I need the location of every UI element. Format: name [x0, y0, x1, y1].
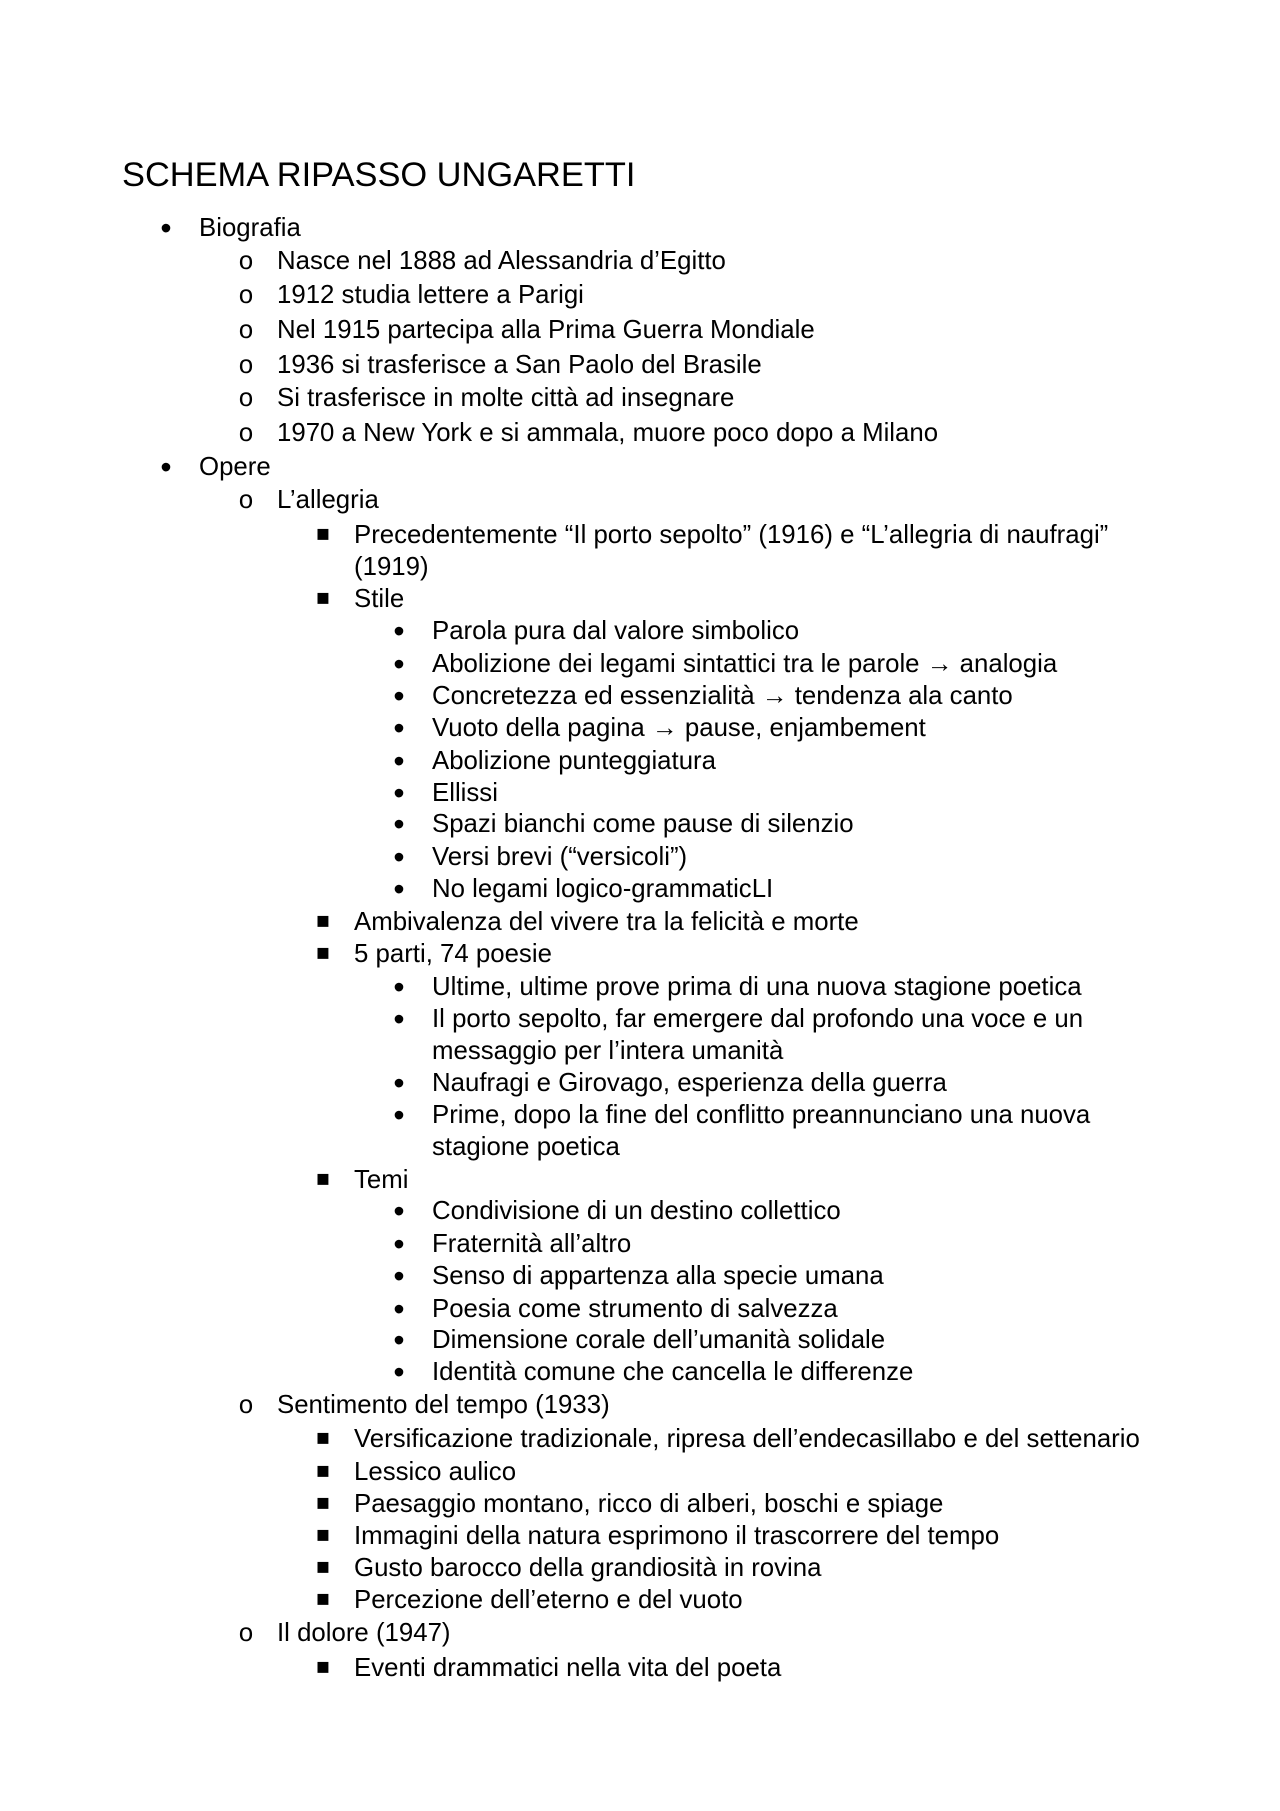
sentimento-item: [315, 1456, 1158, 1488]
sentimento-item-text: Gusto barocco della grandiosità in rovina: [354, 1554, 822, 1582]
bullet-disc: •: [393, 1322, 405, 1358]
biografia-item: [238, 382, 1158, 414]
allegria-heading: [238, 484, 1158, 516]
bullet-square: ▪: [315, 1425, 331, 1450]
biografia-item: [238, 314, 1158, 346]
stile-item-text: Ellissi: [432, 779, 498, 807]
biografia-item: [238, 417, 1158, 449]
bullet-disc: •: [393, 806, 405, 842]
stile-item: [393, 710, 1158, 746]
stile-item-text: No legami logico-grammaticLI: [432, 875, 774, 903]
temi-item-text: Condivisione di un destino collettico: [432, 1197, 841, 1225]
stile-item-text: Abolizione punteggiatura: [432, 747, 716, 775]
biografia-item-text: 1912 studia lettere a Parigi: [277, 281, 584, 309]
temi-item: [393, 1193, 1158, 1229]
temi-item-text: Dimensione corale dell’umanità solidale: [432, 1326, 886, 1354]
sentimento-item: [315, 1423, 1158, 1455]
biografia-item: [238, 349, 1158, 381]
parti-item: [393, 1065, 1158, 1101]
bullet-square: ▪: [315, 521, 331, 546]
bullet-circle: o: [238, 248, 254, 277]
bullet-circle: o: [238, 352, 254, 381]
biografia-item-text: Si trasferisce in molte città ad insegnare: [277, 384, 735, 412]
temi-item: [393, 1291, 1158, 1327]
bullet-square: ▪: [315, 1166, 331, 1191]
temi-label: Temi: [354, 1166, 409, 1194]
biografia-item: [238, 245, 1158, 277]
sentimento-label: Sentimento del tempo (1933): [277, 1391, 610, 1419]
bullet-disc: •: [393, 1354, 405, 1390]
bullet-disc: •: [393, 1001, 405, 1037]
bullet-disc: •: [393, 969, 405, 1005]
temi-item: [393, 1354, 1158, 1390]
bullet-disc: •: [393, 871, 405, 907]
bullet-disc: •: [160, 210, 172, 246]
bullet-circle: o: [238, 1620, 254, 1649]
temi-item-text: Identità comune che cancella le differenze: [432, 1358, 914, 1386]
temi-item-text: Poesia come strumento di salvezza: [432, 1295, 838, 1323]
biografia-item-text: 1970 a New York e si ammala, muore poco dopo a Milano: [277, 419, 939, 447]
bullet-disc: •: [393, 1065, 405, 1101]
temi-item: [393, 1226, 1158, 1262]
temi-item-text: Fraternità all’altro: [432, 1230, 632, 1258]
sentimento-item-text: Paesaggio montano, ricco di alberi, boschi e spiage: [354, 1490, 944, 1518]
document-title: SCHEMA RIPASSO UNGARETTI: [122, 156, 636, 194]
bullet-circle: o: [238, 1392, 254, 1421]
dolore-item-text: Eventi drammatici nella vita del poeta: [354, 1654, 782, 1682]
bullet-disc: •: [393, 1193, 405, 1229]
bullet-square: ▪: [315, 908, 331, 933]
opere-heading: [160, 449, 1158, 485]
biografia-item-text: 1936 si trasferisce a San Paolo del Brasile: [277, 351, 762, 379]
parti-heading: [315, 938, 1158, 970]
temi-item-text: Senso di appartenza alla specie umana: [432, 1262, 884, 1290]
stile-item-text: Concretezza ed essenzialità → tendenza ala canto: [432, 682, 1013, 710]
stile-item: [393, 646, 1158, 682]
stile-heading: [315, 583, 1158, 615]
stile-item-text: Spazi bianchi come pause di silenzio: [432, 810, 854, 838]
stile-item: [393, 743, 1158, 779]
sentimento-heading: [238, 1389, 1158, 1421]
bullet-square: ▪: [315, 940, 331, 965]
bullet-square: ▪: [315, 1586, 331, 1611]
stile-item-text: Parola pura dal valore simbolico: [432, 617, 800, 645]
stile-item-text: Vuoto della pagina → pause, enjambement: [432, 714, 926, 742]
allegria-ambivalenza-text: Ambivalenza del vivere tra la felicità e morte: [354, 908, 859, 936]
stile-item-text: Abolizione dei legami sintattici tra le parole → analogia: [432, 650, 1058, 678]
bullet-disc: •: [393, 613, 405, 649]
bullet-disc: •: [393, 743, 405, 779]
parti-item: [393, 1097, 1158, 1163]
sentimento-item: [315, 1552, 1158, 1584]
parti-item-text: Prime, dopo la fine del conflitto preannunciano una nuova stagione poetica: [432, 1101, 1091, 1161]
bullet-circle: o: [238, 282, 254, 311]
bullet-square: ▪: [315, 1458, 331, 1483]
bullet-disc: •: [393, 1226, 405, 1262]
stile-item: [393, 678, 1158, 714]
sentimento-item-text: Lessico aulico: [354, 1458, 517, 1486]
allegria-precedenti-text: Precedentemente “Il porto sepolto” (1916) e “L’allegria di naufragi” (1919): [354, 521, 1109, 581]
bullet-circle: o: [238, 487, 254, 516]
sentimento-item: [315, 1584, 1158, 1616]
parti-item: [393, 1001, 1158, 1067]
bullet-disc: •: [393, 678, 405, 714]
parti-item-text: Naufragi e Girovago, esperienza della guerra: [432, 1069, 947, 1097]
opere-label: Opere: [199, 453, 271, 481]
temi-item: [393, 1322, 1158, 1358]
stile-item: [393, 871, 1158, 907]
bullet-circle: o: [238, 317, 254, 346]
bullet-disc: •: [393, 1097, 405, 1133]
bullet-disc: •: [393, 1291, 405, 1327]
dolore-label: Il dolore (1947): [277, 1619, 451, 1647]
bullet-disc: •: [393, 839, 405, 875]
biografia-heading: [160, 210, 1158, 246]
bullet-disc: •: [393, 646, 405, 682]
sentimento-item-text: Immagini della natura esprimono il trascorrere del tempo: [354, 1522, 1000, 1550]
sentimento-item-text: Versificazione tradizionale, ripresa dell’endecasillabo e del settenario: [354, 1425, 1140, 1453]
dolore-item: [315, 1652, 1158, 1684]
bullet-square: ▪: [315, 1522, 331, 1547]
allegria-item: [315, 519, 1158, 583]
biografia-item: [238, 279, 1158, 311]
sentimento-item: [315, 1520, 1158, 1552]
biografia-label: Biografia: [199, 214, 301, 242]
parti-item-text: Ultime, ultime prove prima di una nuova stagione poetica: [432, 973, 1082, 1001]
dolore-heading: [238, 1617, 1158, 1649]
temi-heading: [315, 1164, 1158, 1196]
stile-item: [393, 839, 1158, 875]
stile-item: [393, 775, 1158, 811]
bullet-disc: •: [160, 449, 172, 485]
stile-item: [393, 806, 1158, 842]
bullet-disc: •: [393, 710, 405, 746]
bullet-disc: •: [393, 775, 405, 811]
parti-item: [393, 969, 1158, 1005]
biografia-item-text: Nasce nel 1888 ad Alessandria d’Egitto: [277, 247, 726, 275]
bullet-square: ▪: [315, 1490, 331, 1515]
parti-item-text: Il porto sepolto, far emergere dal profondo una voce e un messaggio per l’intera umanità: [432, 1005, 1084, 1065]
bullet-disc: •: [393, 1258, 405, 1294]
biografia-item-text: Nel 1915 partecipa alla Prima Guerra Mondiale: [277, 316, 815, 344]
temi-item: [393, 1258, 1158, 1294]
bullet-square: ▪: [315, 1554, 331, 1579]
bullet-square: ▪: [315, 585, 331, 610]
sentimento-item-text: Percezione dell’eterno e del vuoto: [354, 1586, 743, 1614]
allegria-label: L’allegria: [277, 486, 379, 514]
parti-label: 5 parti, 74 poesie: [354, 940, 552, 968]
stile-label: Stile: [354, 585, 405, 613]
bullet-circle: o: [238, 385, 254, 414]
stile-item: [393, 613, 1158, 649]
bullet-circle: o: [238, 420, 254, 449]
bullet-square: ▪: [315, 1654, 331, 1679]
stile-item-text: Versi brevi (“versicoli”): [432, 843, 688, 871]
allegria-item: [315, 906, 1158, 938]
sentimento-item: [315, 1488, 1158, 1520]
